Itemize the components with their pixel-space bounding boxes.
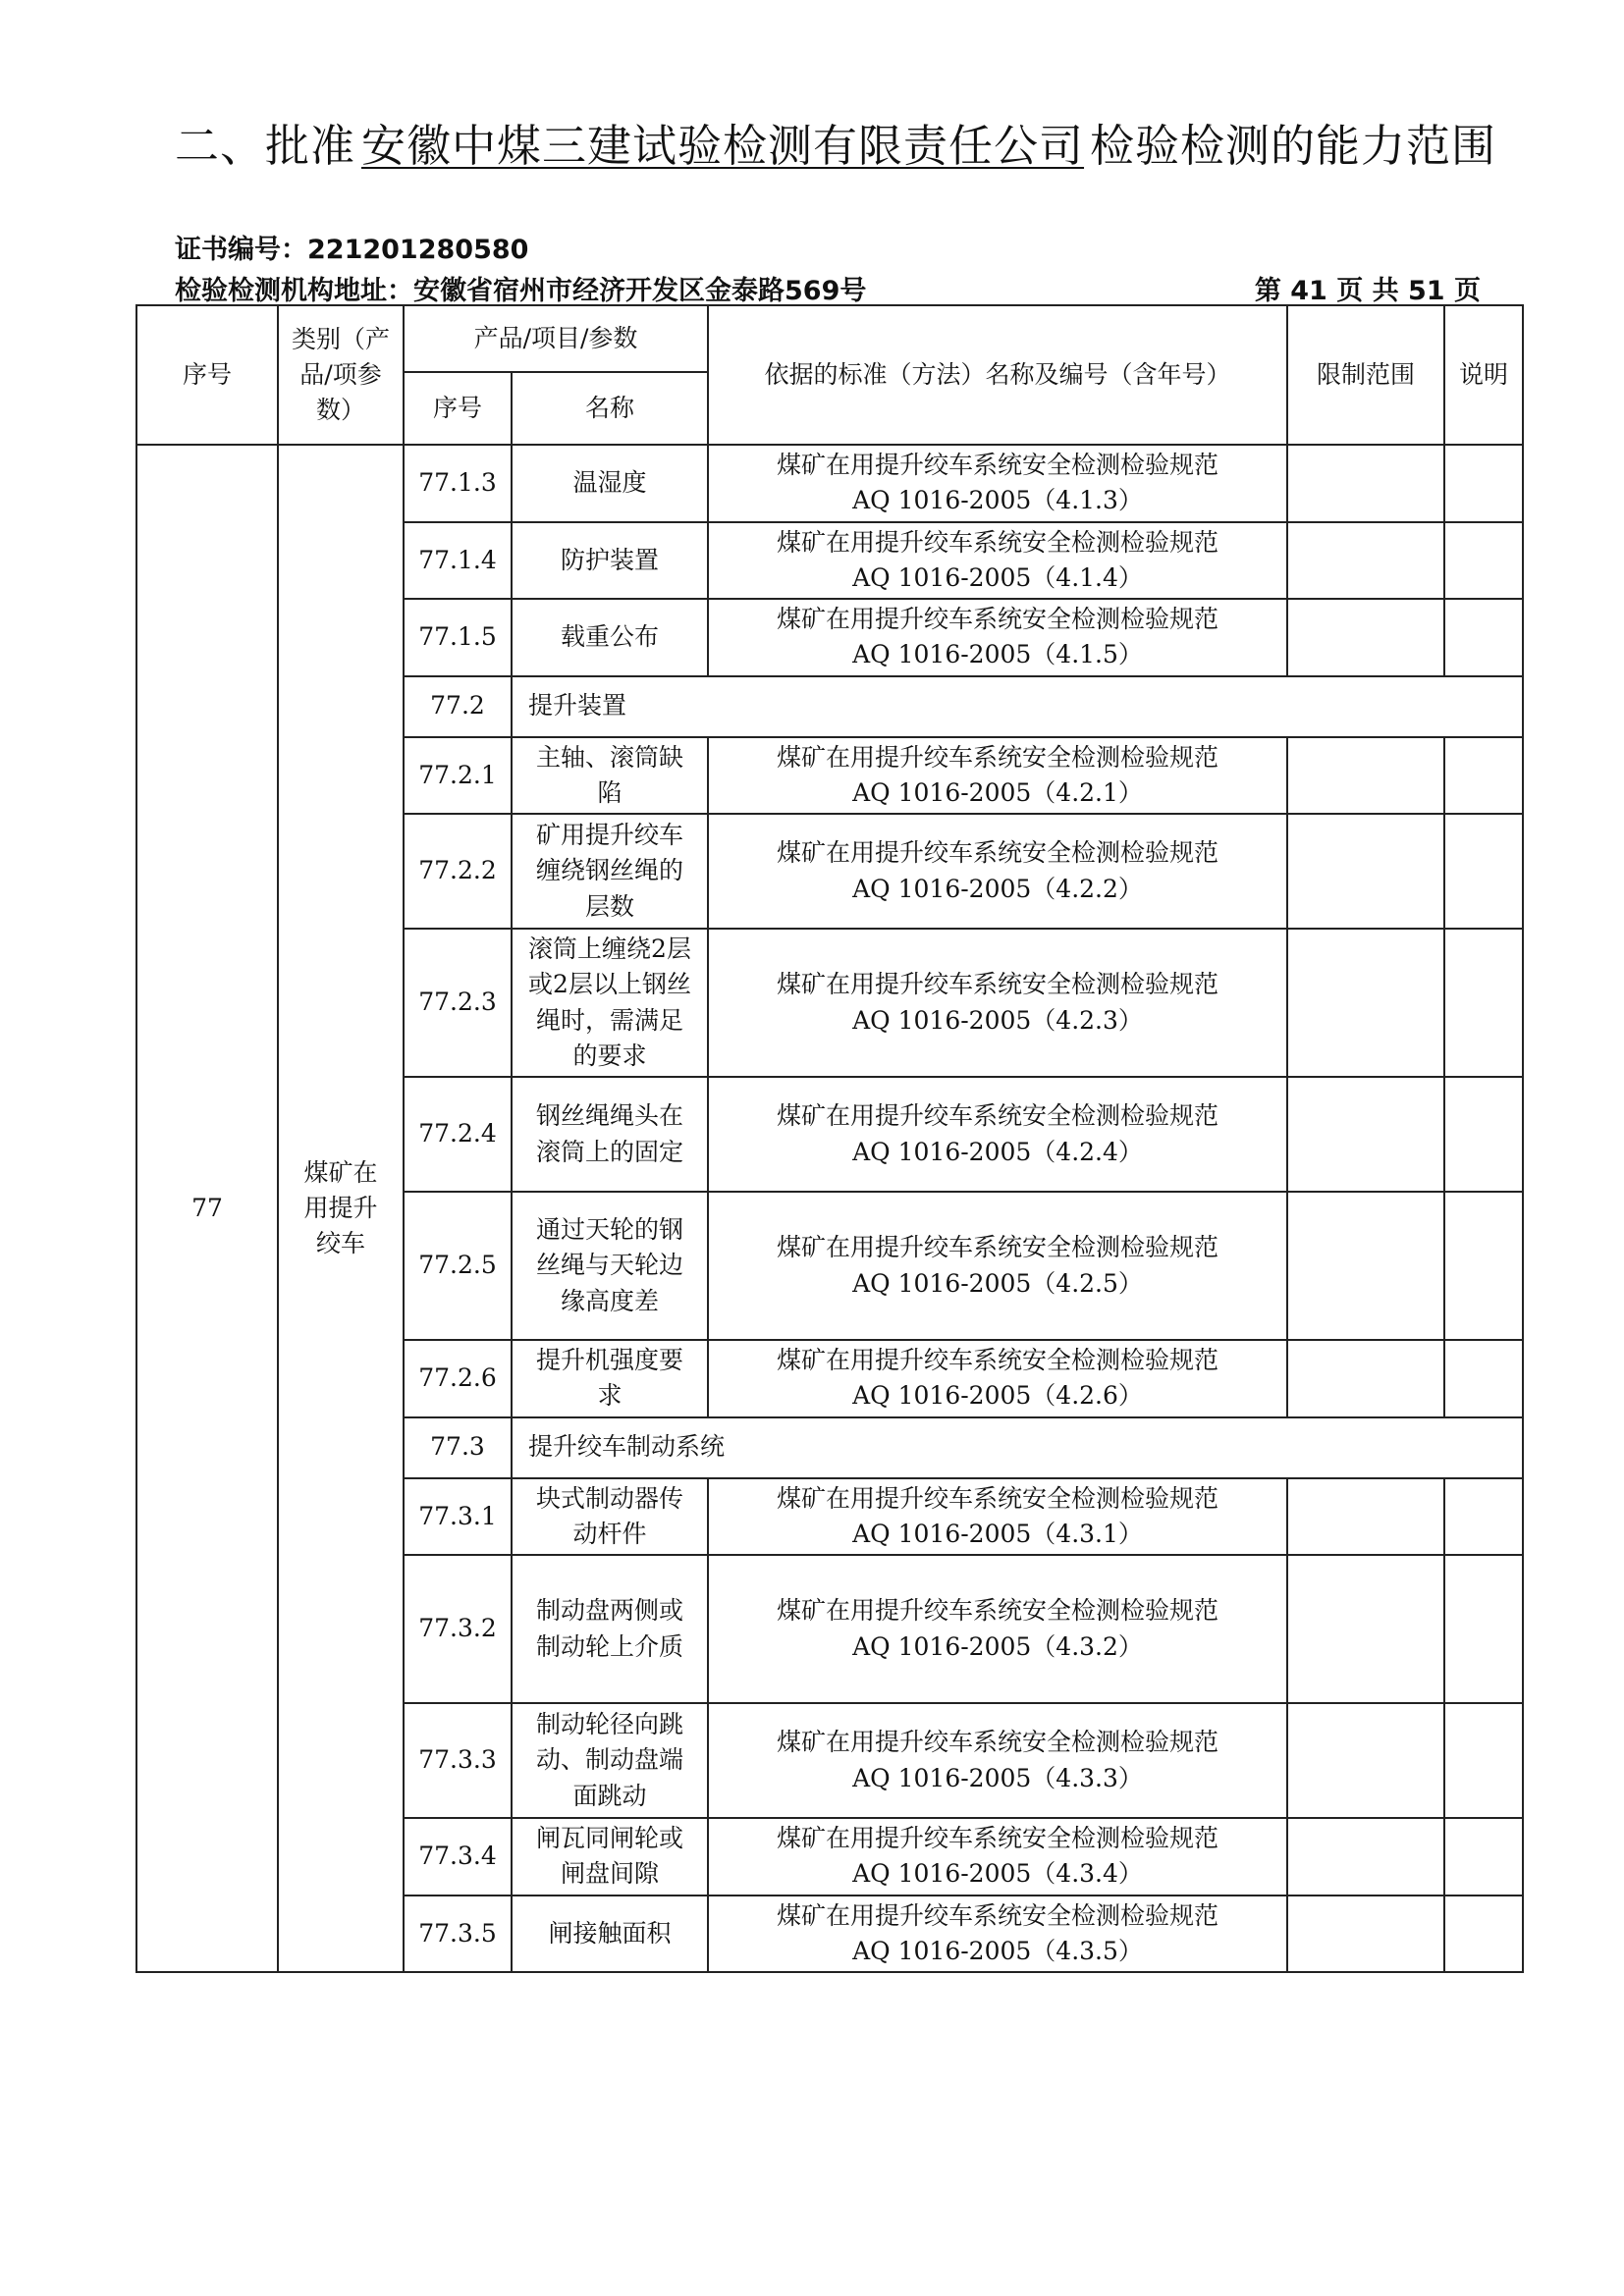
item-name: 通过天轮的钢丝绳与天轮边缘高度差 bbox=[512, 1192, 708, 1340]
address-value: 安徽省宿州市经济开发区金泰路569号 bbox=[413, 276, 867, 306]
note-cell bbox=[1444, 737, 1523, 815]
item-number: 77.3.2 bbox=[404, 1555, 512, 1703]
page-title bbox=[175, 110, 1496, 174]
item-name: 闸接触面积 bbox=[512, 1896, 708, 1973]
item-name: 闸瓦同闸轮或闸盘间隙 bbox=[512, 1818, 708, 1896]
standard-code: AQ 1016-2005（4.1.5） bbox=[852, 640, 1143, 669]
item-standard bbox=[708, 1192, 1287, 1340]
limit-cell bbox=[1287, 1703, 1444, 1818]
item-standard bbox=[708, 1555, 1287, 1703]
standard-code: AQ 1016-2005（4.1.4） bbox=[852, 562, 1143, 592]
item-name: 载重公布 bbox=[512, 599, 708, 676]
item-name: 钢丝绳绳头在滚筒上的固定 bbox=[512, 1077, 708, 1192]
item-name: 制动轮径向跳动、制动盘端面跳动 bbox=[512, 1703, 708, 1818]
standard-code: AQ 1016-2005（4.2.6） bbox=[852, 1381, 1143, 1411]
note-cell bbox=[1444, 1555, 1523, 1703]
note-cell bbox=[1444, 445, 1523, 522]
note-cell bbox=[1444, 1340, 1523, 1417]
item-number: 77.3.4 bbox=[404, 1818, 512, 1896]
note-cell bbox=[1444, 929, 1523, 1077]
standard-title: 煤矿在用提升绞车系统安全检测检验规范 bbox=[777, 1483, 1219, 1513]
note-cell bbox=[1444, 1478, 1523, 1556]
standard-code: AQ 1016-2005（4.2.5） bbox=[852, 1268, 1143, 1298]
header-row-1 bbox=[136, 305, 1523, 372]
item-number: 77.1.3 bbox=[404, 445, 512, 522]
standard-title: 煤矿在用提升绞车系统安全检测检验规范 bbox=[777, 451, 1219, 479]
item-standard bbox=[708, 1818, 1287, 1896]
item-standard bbox=[708, 522, 1287, 600]
note-cell bbox=[1444, 599, 1523, 676]
header-category: 类别（产品/项参数） bbox=[278, 305, 404, 445]
item-standard bbox=[708, 1478, 1287, 1556]
item-number: 77.2.5 bbox=[404, 1192, 512, 1340]
header-limit: 限制范围 bbox=[1287, 305, 1444, 445]
address-label: 检验检测机构地址： bbox=[175, 276, 413, 306]
standard-code: AQ 1016-2005（4.3.5） bbox=[852, 1936, 1143, 1965]
standard-code: AQ 1016-2005（4.3.3） bbox=[852, 1763, 1143, 1792]
item-name: 提升机强度要求 bbox=[512, 1340, 708, 1417]
item-number: 77.3 bbox=[404, 1417, 512, 1478]
standard-code: AQ 1016-2005（4.2.4） bbox=[852, 1137, 1143, 1166]
limit-cell bbox=[1287, 522, 1444, 600]
header-standard: 依据的标准（方法）名称及编号（含年号） bbox=[708, 305, 1287, 445]
group-seq-cell: 77 bbox=[136, 445, 278, 1972]
header-sub-seq: 序号 bbox=[404, 372, 512, 445]
standard-code: AQ 1016-2005（4.1.3） bbox=[852, 486, 1143, 515]
note-cell bbox=[1444, 1703, 1523, 1818]
table-row bbox=[136, 445, 1523, 522]
item-number: 77.3.5 bbox=[404, 1896, 512, 1973]
institution-address bbox=[175, 269, 866, 307]
item-name: 主轴、滚筒缺陷 bbox=[512, 737, 708, 815]
note-cell bbox=[1444, 1818, 1523, 1896]
certificate-number bbox=[175, 228, 528, 266]
standard-title: 煤矿在用提升绞车系统安全检测检验规范 bbox=[777, 1101, 1219, 1131]
standard-code: AQ 1016-2005（4.2.2） bbox=[852, 874, 1143, 903]
item-number: 77.1.4 bbox=[404, 522, 512, 600]
standard-title: 煤矿在用提升绞车系统安全检测检验规范 bbox=[777, 838, 1219, 868]
standard-code: AQ 1016-2005（4.2.1） bbox=[852, 777, 1143, 807]
limit-cell bbox=[1287, 1077, 1444, 1192]
item-standard bbox=[708, 1077, 1287, 1192]
limit-cell bbox=[1287, 1818, 1444, 1896]
item-standard bbox=[708, 1896, 1287, 1973]
header-note: 说明 bbox=[1444, 305, 1523, 445]
capability-table bbox=[135, 304, 1524, 1973]
item-standard bbox=[708, 445, 1287, 522]
item-standard bbox=[708, 599, 1287, 676]
item-standard bbox=[708, 1340, 1287, 1417]
item-number: 77.1.5 bbox=[404, 599, 512, 676]
standard-title: 煤矿在用提升绞车系统安全检测检验规范 bbox=[777, 1346, 1219, 1374]
limit-cell bbox=[1287, 1896, 1444, 1973]
item-number: 77.2.3 bbox=[404, 929, 512, 1077]
limit-cell bbox=[1287, 929, 1444, 1077]
item-name: 滚筒上缠绕2层或2层以上钢丝绳时，需满足的要求 bbox=[512, 929, 708, 1077]
limit-cell bbox=[1287, 1340, 1444, 1417]
item-name: 制动盘两侧或制动轮上介质 bbox=[512, 1555, 708, 1703]
item-name: 防护装置 bbox=[512, 522, 708, 600]
item-number: 77.2.2 bbox=[404, 814, 512, 929]
standard-title: 煤矿在用提升绞车系统安全检测检验规范 bbox=[777, 1824, 1219, 1852]
item-number: 77.2 bbox=[404, 676, 512, 737]
header-product-group: 产品/项目/参数 bbox=[404, 305, 708, 372]
item-name: 块式制动器传动杆件 bbox=[512, 1478, 708, 1556]
standard-title: 煤矿在用提升绞车系统安全检测检验规范 bbox=[777, 1728, 1219, 1757]
item-standard bbox=[708, 1703, 1287, 1818]
item-number: 77.3.3 bbox=[404, 1703, 512, 1818]
limit-cell bbox=[1287, 599, 1444, 676]
standard-title: 煤矿在用提升绞车系统安全检测检验规范 bbox=[777, 742, 1219, 772]
title-suffix: 检验检测的能力范围 bbox=[1090, 120, 1497, 172]
section-title: 提升绞车制动系统 bbox=[512, 1417, 1523, 1478]
item-standard bbox=[708, 929, 1287, 1077]
page-number-info: 第 41 页 共 51 页 bbox=[1254, 276, 1481, 306]
item-standard bbox=[708, 814, 1287, 929]
section-title: 提升装置 bbox=[512, 676, 1523, 737]
table-body bbox=[136, 305, 1523, 1972]
limit-cell bbox=[1287, 1192, 1444, 1340]
item-standard bbox=[708, 737, 1287, 815]
note-cell bbox=[1444, 522, 1523, 600]
cert-label: 证书编号： bbox=[175, 235, 307, 265]
standard-title: 煤矿在用提升绞车系统安全检测检验规范 bbox=[777, 605, 1219, 633]
header-seq: 序号 bbox=[136, 305, 278, 445]
standard-title: 煤矿在用提升绞车系统安全检测检验规范 bbox=[777, 1596, 1219, 1626]
item-number: 77.2.4 bbox=[404, 1077, 512, 1192]
item-number: 77.3.1 bbox=[404, 1478, 512, 1556]
note-cell bbox=[1444, 1896, 1523, 1973]
limit-cell bbox=[1287, 814, 1444, 929]
item-number: 77.2.6 bbox=[404, 1340, 512, 1417]
standard-code: AQ 1016-2005（4.3.2） bbox=[852, 1631, 1143, 1661]
limit-cell bbox=[1287, 737, 1444, 815]
standard-title: 煤矿在用提升绞车系统安全检测检验规范 bbox=[777, 1233, 1219, 1262]
note-cell bbox=[1444, 1192, 1523, 1340]
item-name: 矿用提升绞车缠绕钢丝绳的层数 bbox=[512, 814, 708, 929]
standard-title: 煤矿在用提升绞车系统安全检测检验规范 bbox=[777, 527, 1219, 557]
standard-code: AQ 1016-2005（4.2.3） bbox=[852, 1005, 1143, 1035]
note-cell bbox=[1444, 814, 1523, 929]
note-cell bbox=[1444, 1077, 1523, 1192]
header-name: 名称 bbox=[512, 372, 708, 445]
standard-title: 煤矿在用提升绞车系统安全检测检验规范 bbox=[777, 1900, 1219, 1930]
title-prefix: 二、批准 bbox=[175, 120, 356, 172]
cert-value: 221201280580 bbox=[307, 235, 529, 265]
limit-cell bbox=[1287, 445, 1444, 522]
group-category-cell: 煤矿在用提升绞车 bbox=[278, 445, 404, 1972]
standard-code: AQ 1016-2005（4.3.1） bbox=[852, 1519, 1143, 1548]
standard-code: AQ 1016-2005（4.3.4） bbox=[852, 1859, 1143, 1889]
item-name: 温湿度 bbox=[512, 445, 708, 522]
standard-title: 煤矿在用提升绞车系统安全检测检验规范 bbox=[777, 970, 1219, 999]
limit-cell bbox=[1287, 1555, 1444, 1703]
org-name: 安徽中煤三建试验检测有限责任公司 bbox=[361, 120, 1085, 172]
limit-cell bbox=[1287, 1478, 1444, 1556]
item-number: 77.2.1 bbox=[404, 737, 512, 815]
